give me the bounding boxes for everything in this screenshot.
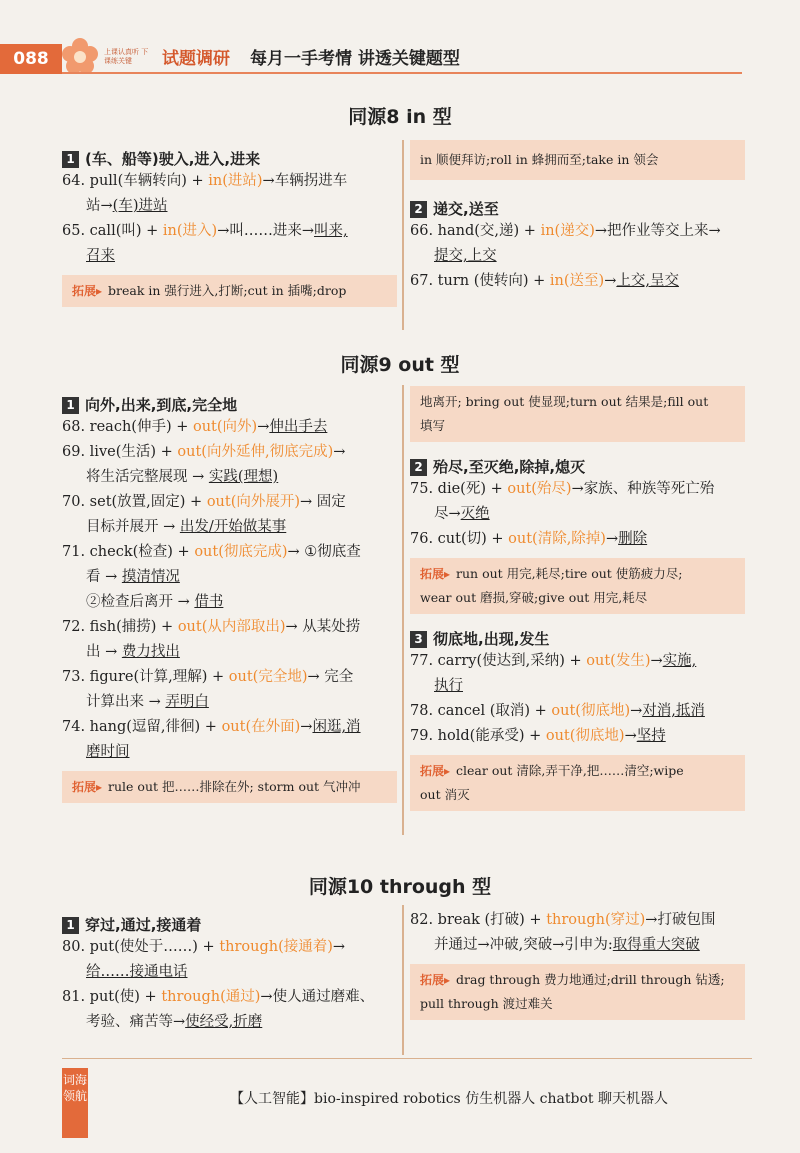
page-number: 088 <box>0 44 62 74</box>
entry-76: 76. cut(切) + out(清除,除掉)→删除 <box>410 531 648 547</box>
header-section: 试题调研 <box>162 49 230 69</box>
out-left-column <box>62 394 397 803</box>
header-tagline: 上课认真听 下课练关键 <box>104 48 149 65</box>
entry-64: 64. pull(车辆转向) + in(进站)→车辆拐进车 <box>62 173 348 189</box>
entry-80: 80. put(使处于……) + through(接通着)→ <box>62 939 346 955</box>
footer-side-tab: 词海领航 <box>62 1068 88 1138</box>
column-divider <box>402 140 404 330</box>
column-divider <box>402 385 404 835</box>
through-left-column <box>62 914 397 1035</box>
group-heading: 2 殆尽,至灭绝,除掉,熄灭 <box>410 456 745 477</box>
through-right-column <box>410 908 745 1020</box>
section-title-in: 同源8 in 型 <box>348 106 452 128</box>
entry-68: 68. reach(伸手) + out(向外)→伸出手去 <box>62 419 328 435</box>
entry-67: 67. turn (使转向) + in(送至)→上交,呈交 <box>410 273 679 289</box>
extend-box-cont: in 顺便拜访;roll in 蜂拥而至;take in 领会 <box>410 140 745 180</box>
entry-80-cont: 给……接通电话 <box>86 964 188 980</box>
entry-71: 71. check(检查) + out(彻底完成)→ ①彻底查 <box>62 544 361 560</box>
entry-71-cont2: ②检查后离开 → 借书 <box>86 594 224 610</box>
column-divider <box>402 905 404 1055</box>
entry-65-cont: 召来 <box>86 248 115 264</box>
extend-box: 拓展▸ drag through 费力地通过;drill through 钻透; pull through 渡过难关 <box>410 964 745 1020</box>
footer-note: 【人工智能】bio-inspired robotics 仿生机器人 chatbot 聊天机器人 <box>230 1091 668 1107</box>
entry-73: 73. figure(计算,理解) + out(完全地)→ 完全 <box>62 669 354 685</box>
entry-69: 69. live(生活) + out(向外延伸,彻底完成)→ <box>62 444 346 460</box>
entry-81-cont: 考验、痛苦等→使经受,折磨 <box>86 1014 263 1030</box>
out-right-column <box>410 386 745 811</box>
entry-70-cont: 目标并展开 → 出发/开始做某事 <box>86 519 287 535</box>
extend-box: 拓展▸ run out 用完,耗尽;tire out 使筋疲力尽; wear out 磨损,穿破;give out 用完,耗尽 <box>410 558 745 614</box>
entry-75-cont: 尽→灭绝 <box>434 506 490 522</box>
group-heading: 1 (车、船等)驶入,进入,进来 <box>62 148 397 169</box>
entry-77-cont: 执行 <box>434 678 463 694</box>
entry-77: 77. carry(使达到,采纳) + out(发生)→实施, <box>410 653 697 669</box>
entry-66-cont: 提交,上交 <box>434 248 497 264</box>
group-number: 2 <box>410 201 427 218</box>
entry-74: 74. hang(逗留,徘徊) + out(在外面)→闲逛,消 <box>62 719 361 735</box>
group-heading: 3 彻底地,出现,发生 <box>410 628 745 649</box>
in-right-column <box>410 140 745 294</box>
header-subtitle: 每月一手考情 讲透关键题型 <box>250 49 460 69</box>
entry-74-cont: 磨时间 <box>86 744 130 760</box>
entry-78: 78. cancel (取消) + out(彻底地)→对消,抵消 <box>410 703 705 719</box>
group-heading: 2 递交,送至 <box>410 198 745 219</box>
entry-73-cont: 计算出来 → 弄明白 <box>86 694 209 710</box>
entry-81: 81. put(使) + through(通过)→使人通过磨难、 <box>62 989 375 1005</box>
entry-70: 70. set(放置,固定) + out(向外展开)→ 固定 <box>62 494 346 510</box>
entry-79: 79. hold(能承受) + out(彻底地)→坚持 <box>410 728 666 744</box>
footer-rule <box>62 1058 752 1059</box>
entry-82-cont: 并通过→冲破,突破→引申为:取得重大突破 <box>434 937 700 953</box>
entry-65: 65. call(叫) + in(进入)→叫……进来→叫来, <box>62 223 348 239</box>
entry-72-cont: 出 → 费力找出 <box>86 644 180 660</box>
extend-box: 拓展▸ break in 强行进入,打断;cut in 插嘴;drop <box>62 275 397 307</box>
group-number: 1 <box>62 917 79 934</box>
entry-82: 82. break (打破) + through(穿过)→打破包围 <box>410 912 716 928</box>
group-number: 1 <box>62 397 79 414</box>
entry-72: 72. fish(捕捞) + out(从内部取出)→ 从某处捞 <box>62 619 361 635</box>
extend-box: 拓展▸ clear out 清除,弄干净,把……清空;wipe out 消灭 <box>410 755 745 811</box>
section-title-through: 同源10 through 型 <box>308 876 492 898</box>
extend-box-cont: 地离开; bring out 使显现;turn out 结果是;fill out 填写 <box>410 386 745 442</box>
group-heading: 1 向外,出来,到底,完全地 <box>62 394 397 415</box>
in-left-column <box>62 148 397 307</box>
entry-69-cont: 将生活完整展现 → 实践(理想) <box>86 469 279 485</box>
group-number: 2 <box>410 459 427 476</box>
extend-box: 拓展▸ rule out 把……排除在外; storm out 气冲冲 <box>62 771 397 803</box>
entry-66: 66. hand(交,递) + in(递交)→把作业等交上来→ <box>410 223 721 239</box>
entry-75: 75. die(死) + out(殆尽)→家族、种族等死亡殆 <box>410 481 715 497</box>
section-title-out: 同源9 out 型 <box>340 354 460 376</box>
entry-71-cont: 看 → 摸清情况 <box>86 569 180 585</box>
group-heading: 1 穿过,通过,接通着 <box>62 914 397 935</box>
header-rule <box>62 72 742 74</box>
group-number: 1 <box>62 151 79 168</box>
entry-64-cont: 站→(车)进站 <box>86 198 168 214</box>
group-number: 3 <box>410 631 427 648</box>
